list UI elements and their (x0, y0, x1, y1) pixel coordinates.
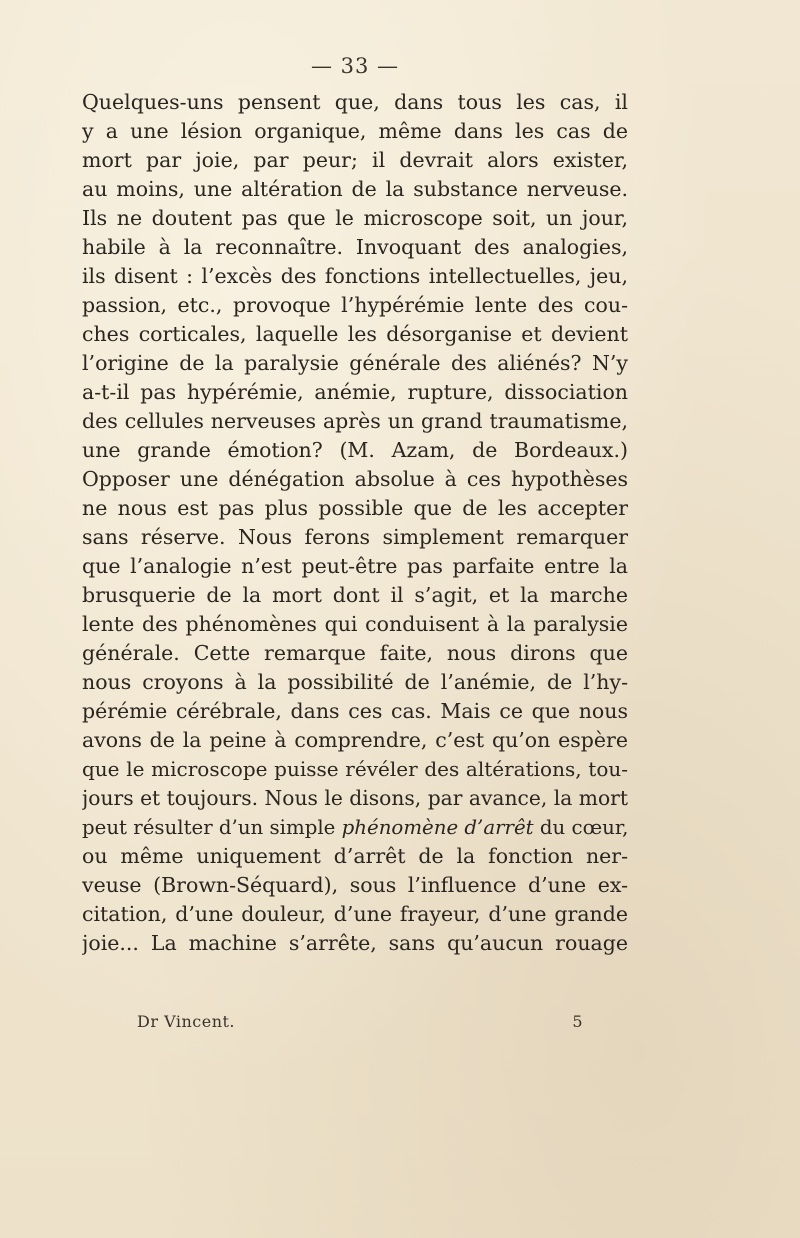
text-line: jours et toujours. Nous le disons, par avance, la mort (82, 786, 628, 810)
text-line: avons de la peine à comprendre, c’est qu’on espère (82, 728, 628, 752)
text-line: Quelques-uns pensent que, dans tous les cas, il (82, 90, 628, 114)
page-number: — 33 — (310, 54, 400, 78)
text-line: ou même uniquement d’arrêt de la fonction ner- (82, 844, 628, 868)
body-text (82, 88, 628, 958)
text-segment: peut résulter d’un simple (82, 816, 342, 839)
footer-author: Dr Vincent. (137, 1012, 236, 1031)
text-line: une grande émotion? (M. Azam, de Bordeaux.) (82, 438, 628, 462)
text-line: nous croyons à la possibilité de l’anémie, de l’hy- (82, 670, 628, 694)
text-line: citation, d’une douleur, d’une frayeur, d’une grande (82, 902, 628, 926)
text-line: l’origine de la paralysie générale des aliénés? N’y (82, 351, 628, 375)
text-segment: du cœur, (533, 816, 628, 839)
text-line: mort par joie, par peur; il devrait alors exister, (82, 148, 628, 172)
text-line: que le microscope puisse révéler des altérations, tou- (82, 757, 628, 781)
text-line: joie... La machine s’arrête, sans qu’aucun rouage (82, 931, 628, 955)
text-line: ches corticales, laquelle les désorganise et devient (82, 322, 628, 346)
text-line: veuse (Brown-Séquard), sous l’influence d’une ex- (82, 873, 628, 897)
text-line: sans réserve. Nous ferons simplement remarquer (82, 525, 628, 549)
text-line: a-t-il pas hypérémie, anémie, rupture, dissociation (82, 380, 628, 404)
text-line: Opposer une dénégation absolue à ces hypothèses (82, 467, 628, 491)
text-line: Ils ne doutent pas que le microscope soit, un jour, (82, 206, 628, 230)
italic-phrase: phénomène d’arrêt (341, 816, 534, 839)
text-line: pérémie cérébrale, dans ces cas. Mais ce que nous (82, 699, 628, 723)
signature-mark: 5 (572, 1012, 583, 1031)
text-line: des cellules nerveuses après un grand traumatisme, (82, 409, 628, 433)
text-line: habile à la reconnaître. Invoquant des analogies, (82, 235, 628, 259)
text-line: ne nous est pas plus possible que de les accepter (82, 496, 628, 520)
text-line: y a une lésion organique, même dans les cas de (82, 119, 628, 143)
text-line: que l’analogie n’est peut-être pas parfaite entre la (82, 554, 628, 578)
text-line: brusquerie de la mort dont il s’agit, et la marche (82, 583, 628, 607)
text-line: passion, etc., provoque l’hypérémie lente des cou- (82, 293, 628, 317)
text-line: lente des phénomènes qui conduisent à la paralysie (82, 612, 628, 636)
page-footer (137, 1012, 583, 1031)
text-line: au moins, une altération de la substance nerveuse. (82, 177, 628, 201)
text-line: générale. Cette remarque faite, nous dirons que (82, 641, 628, 665)
text-line: ils disent : l’excès des fonctions intellectuelles, jeu, (82, 264, 628, 288)
text-line-italic-phrase (82, 813, 628, 842)
